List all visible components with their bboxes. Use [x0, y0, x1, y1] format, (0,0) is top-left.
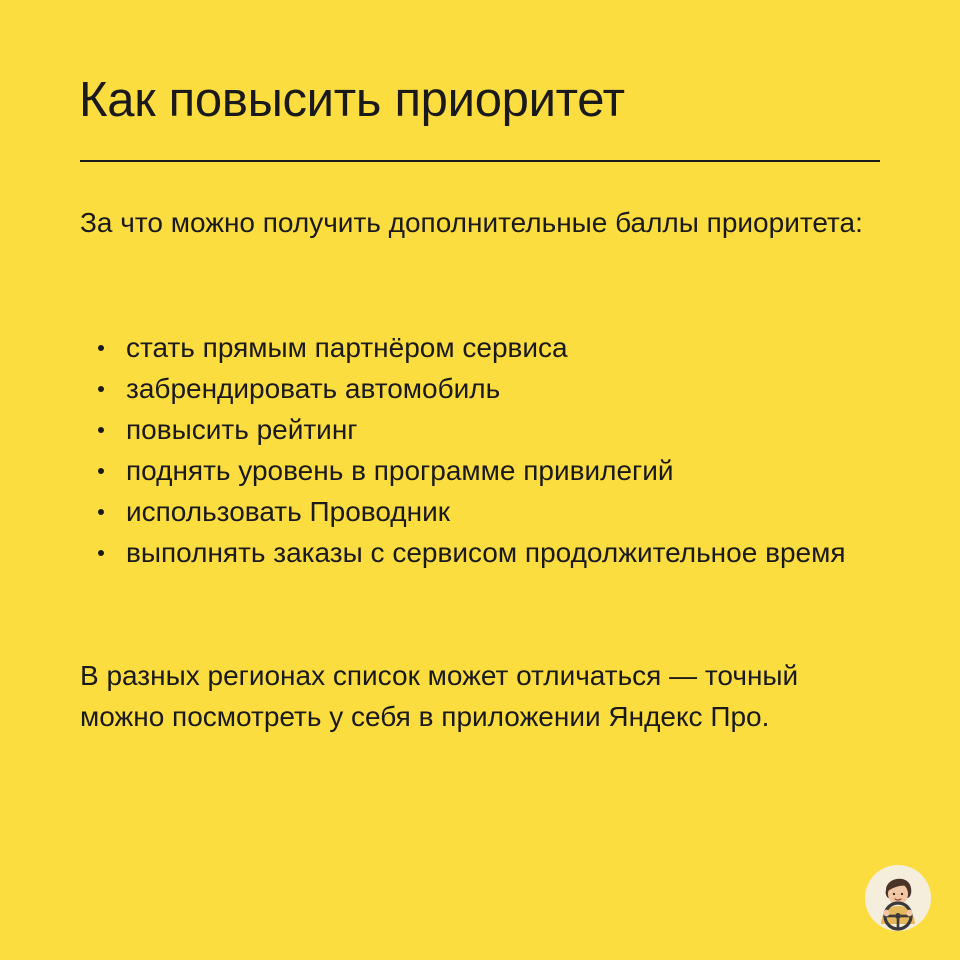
list-item-text: стать прямым партнёром сервиса [126, 332, 568, 363]
bullet-dot [98, 509, 104, 515]
list-item [80, 368, 880, 409]
list-item [80, 327, 880, 368]
footer-note: В разных регионах список может отличаться — точный можно посмотреть у себя в приложении Яндекс Про. [80, 660, 799, 732]
title-divider [80, 160, 880, 162]
bullet-dot [98, 345, 104, 351]
list-item-text: использовать Проводник [126, 496, 450, 527]
bullet-dot [98, 468, 104, 474]
list-item-text: повысить рейтинг [126, 414, 358, 445]
driver-avatar-icon [864, 864, 932, 932]
list-item [80, 532, 880, 573]
bullet-list [80, 327, 880, 573]
list-item [80, 409, 880, 450]
list-item [80, 450, 880, 491]
list-item-text: выполнять заказы с сервисом продолжительное время [126, 537, 846, 568]
intro-text: За что можно получить дополнительные баллы приоритета: [80, 207, 863, 238]
list-item-text: поднять уровень в программе привилегий [126, 455, 674, 486]
page-title: Как повысить приоритет [79, 73, 625, 127]
list-item [80, 491, 880, 532]
list-item-text: забрендировать автомобиль [126, 373, 501, 404]
bullet-dot [98, 386, 104, 392]
bullet-dot [98, 427, 104, 433]
bullet-dot [98, 550, 104, 556]
